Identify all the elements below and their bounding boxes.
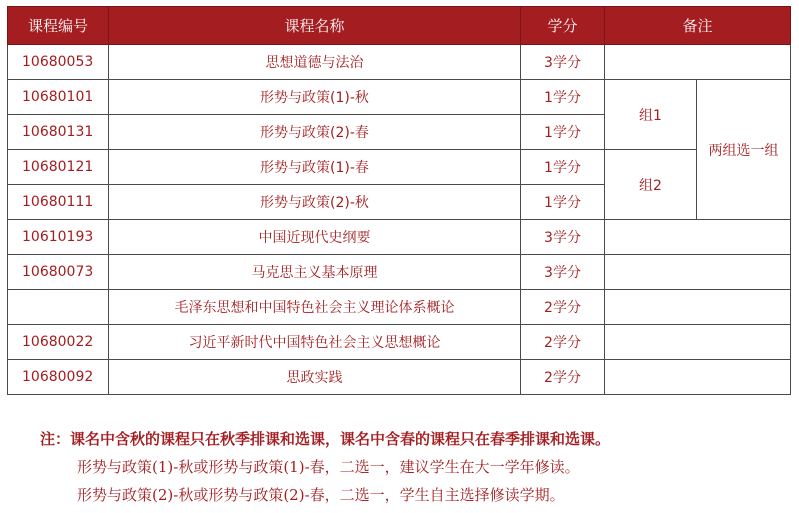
course-name: 形势与政策(1)-春	[109, 150, 521, 185]
table-row	[8, 80, 791, 115]
header-remark: 备注	[605, 7, 791, 45]
course-code: 10680022	[8, 325, 109, 360]
course-credit: 3学分	[521, 255, 605, 290]
course-remark	[605, 45, 791, 80]
table-row	[8, 255, 791, 290]
header-course-code: 课程编号	[8, 7, 109, 45]
table-row	[8, 45, 791, 80]
table-header-row	[8, 7, 791, 45]
course-remark	[605, 290, 791, 325]
notes-section	[40, 425, 790, 509]
course-code: 10680101	[8, 80, 109, 115]
course-code: 10610193	[8, 220, 109, 255]
course-name: 形势与政策(1)-秋	[109, 80, 521, 115]
note-seasonal-scheduling: 注：课名中含秋的课程只在秋季排课和选课，课名中含春的课程只在春季排课和选课。	[40, 430, 611, 448]
course-table	[7, 6, 791, 395]
remark-group-2: 组2	[605, 150, 697, 220]
course-name: 思政实践	[109, 360, 521, 395]
note-policy-1-choice: 形势与政策(1)-秋或形势与政策(1)-春，二选一，建议学生在大一学年修读。	[77, 458, 580, 476]
course-name: 毛泽东思想和中国特色社会主义理论体系概论	[109, 290, 521, 325]
table-row	[8, 290, 791, 325]
header-course-name: 课程名称	[109, 7, 521, 45]
course-code: 10680131	[8, 115, 109, 150]
table-row	[8, 150, 791, 185]
course-credit: 2学分	[521, 325, 605, 360]
course-code: 10680121	[8, 150, 109, 185]
course-credit: 1学分	[521, 80, 605, 115]
course-credit: 1学分	[521, 150, 605, 185]
course-name: 中国近现代史纲要	[109, 220, 521, 255]
course-credit: 1学分	[521, 115, 605, 150]
course-credit: 3学分	[521, 220, 605, 255]
course-credit: 1学分	[521, 185, 605, 220]
course-remark	[605, 255, 791, 290]
note-policy-2-choice: 形势与政策(2)-秋或形势与政策(2)-春，二选一，学生自主选择修读学期。	[77, 486, 565, 504]
course-remark	[605, 360, 791, 395]
course-name: 习近平新时代中国特色社会主义思想概论	[109, 325, 521, 360]
course-code: 10680073	[8, 255, 109, 290]
course-credit: 2学分	[521, 360, 605, 395]
table-row	[8, 325, 791, 360]
course-code: 10680092	[8, 360, 109, 395]
course-remark	[605, 325, 791, 360]
course-name: 思想道德与法治	[109, 45, 521, 80]
course-code: 10680053	[8, 45, 109, 80]
course-code	[8, 290, 109, 325]
course-credit: 3学分	[521, 45, 605, 80]
course-name: 马克思主义基本原理	[109, 255, 521, 290]
table-row	[8, 360, 791, 395]
header-credit: 学分	[521, 7, 605, 45]
course-code: 10680111	[8, 185, 109, 220]
remark-group-1: 组1	[605, 80, 697, 150]
course-name: 形势与政策(2)-春	[109, 115, 521, 150]
course-credit: 2学分	[521, 290, 605, 325]
course-name: 形势与政策(2)-秋	[109, 185, 521, 220]
remark-choose-one-group: 两组选一组	[697, 80, 791, 220]
course-remark	[605, 220, 791, 255]
table-row	[8, 220, 791, 255]
